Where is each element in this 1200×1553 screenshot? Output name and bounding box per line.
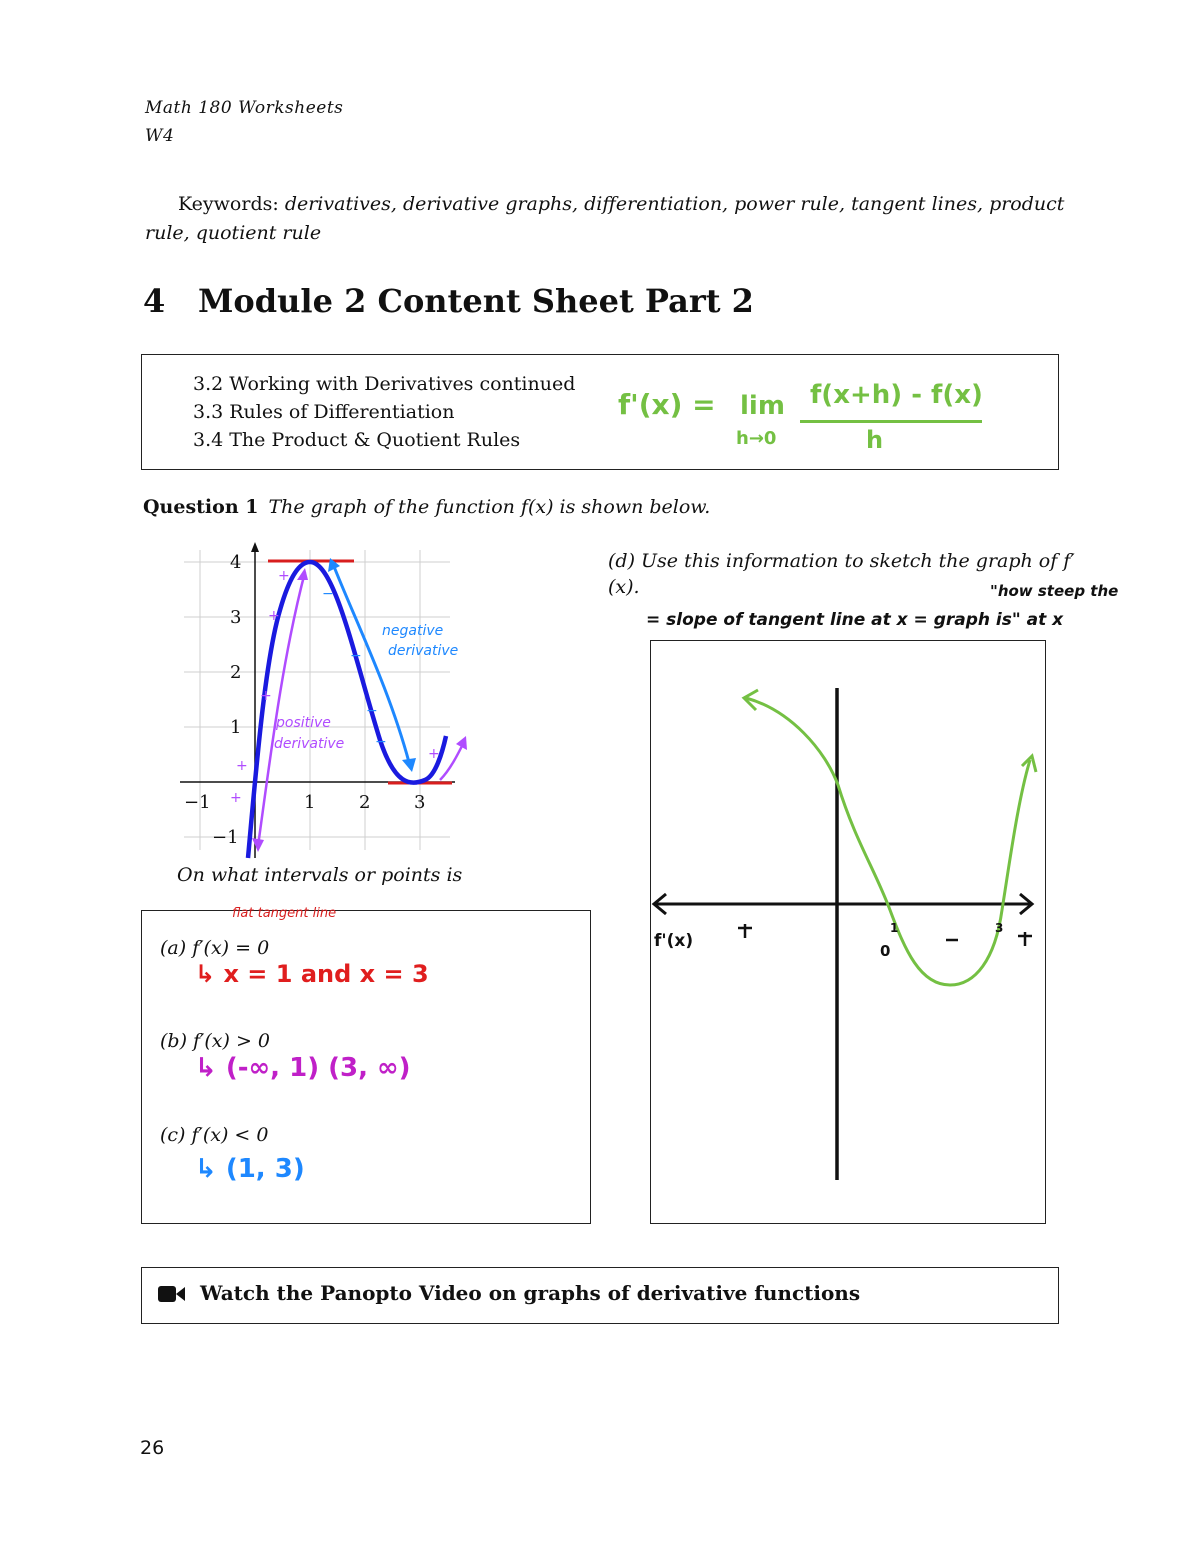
- definition-lim: lim: [740, 391, 785, 421]
- answer-c: ↳ (1, 3): [195, 1154, 305, 1184]
- definition-lhs: f'(x) =: [618, 388, 716, 421]
- negative-slope-arrow: [333, 564, 410, 766]
- derivative-sketch: [650, 640, 1046, 1224]
- topics-list: [193, 370, 575, 454]
- topic-item: 3.4 The Product & Quotient Rules: [193, 429, 521, 451]
- fprime-axis-label: f'(x): [654, 931, 694, 951]
- keywords: [145, 190, 1065, 248]
- y-axis-arrow-icon: [251, 542, 259, 552]
- course-title: Math 180 Worksheets: [145, 98, 344, 118]
- video-link[interactable]: Watch the Panopto Video on graphs of derivative functions: [200, 1281, 861, 1305]
- positive-slope-arrow: [258, 572, 305, 846]
- y-tick-label: 1: [230, 717, 242, 738]
- part-b: (b) f′(x) > 0: [160, 1030, 271, 1052]
- question-1: [143, 496, 710, 518]
- y-tick-label: 3: [230, 607, 242, 628]
- topic-item: 3.2 Working with Derivatives continued: [193, 373, 576, 395]
- slope-note: = slope of tangent line at x = graph is" at x: [646, 610, 1064, 630]
- section-title: [143, 282, 754, 320]
- topic-item: 3.3 Rules of Differentiation: [193, 401, 455, 423]
- svg-text:−: −: [366, 703, 378, 719]
- function-graph: [170, 540, 480, 860]
- arrow-head-icon: [402, 758, 416, 772]
- svg-text:−: −: [322, 586, 334, 602]
- svg-text:−: −: [375, 734, 387, 750]
- question-label: Question 1: [143, 496, 259, 518]
- page-number: 26: [140, 1437, 165, 1459]
- axis-mark-one: 1: [890, 921, 899, 935]
- x-tick-label: −1: [184, 792, 211, 813]
- keywords-label: Keywords:: [178, 193, 279, 215]
- svg-text:+: +: [230, 790, 242, 806]
- svg-text:−: −: [350, 648, 362, 664]
- svg-text:+: +: [278, 568, 290, 584]
- fraction-bar: [800, 420, 982, 423]
- derivative-label: derivative: [274, 736, 345, 752]
- derivative-label: derivative: [388, 643, 459, 659]
- svg-text:+: +: [268, 608, 280, 624]
- x-tick-label: 2: [359, 792, 371, 813]
- axis-mark-three: 3: [995, 921, 1004, 935]
- flat-tangent-note: flat tangent line: [232, 906, 337, 921]
- y-tick-label: −1: [212, 827, 239, 848]
- section-name: Module 2 Content Sheet Part 2: [198, 282, 754, 320]
- y-tick-label: 2: [230, 662, 242, 683]
- svg-text:+: +: [260, 688, 272, 704]
- answer-b: ↳ (-∞, 1) (3, ∞): [195, 1053, 411, 1083]
- part-a: (a) f′(x) = 0: [160, 937, 270, 959]
- keywords-terms: derivatives, derivative graphs, differentiation, power rule, tangent lines, product rule, quotient rule: [145, 193, 1065, 244]
- how-steep-note: "how steep the: [990, 582, 1119, 600]
- svg-text:+: +: [428, 746, 440, 762]
- worksheet-code: W4: [145, 126, 175, 146]
- video-camera-icon: [158, 1285, 186, 1303]
- definition-numerator: f(x+h) - f(x): [810, 380, 983, 410]
- x-tick-label: 1: [304, 792, 316, 813]
- section-number: 4: [143, 282, 166, 320]
- part-c: (c) f′(x) < 0: [160, 1124, 269, 1146]
- grid: [184, 550, 450, 850]
- negative-label: negative: [382, 623, 444, 639]
- x-tick-label: 3: [414, 792, 426, 813]
- y-tick-label: 4: [230, 552, 242, 573]
- definition-denominator: h: [866, 426, 884, 454]
- positive-label: positive: [276, 715, 331, 731]
- part-d: (d) Use this information to sketch the graph of f′(x).: [608, 550, 1075, 598]
- svg-text:+: +: [236, 758, 248, 774]
- plus-marks: [230, 568, 440, 806]
- axis-mark-zero: 0: [880, 942, 891, 960]
- question-prompt: The graph of the function f(x) is shown below.: [268, 496, 711, 518]
- arrow-head-icon: [252, 838, 264, 852]
- intervals-prompt: On what intervals or points is: [177, 864, 463, 886]
- answer-a: ↳ x = 1 and x = 3: [195, 960, 429, 988]
- definition-sub: h→0: [736, 428, 777, 449]
